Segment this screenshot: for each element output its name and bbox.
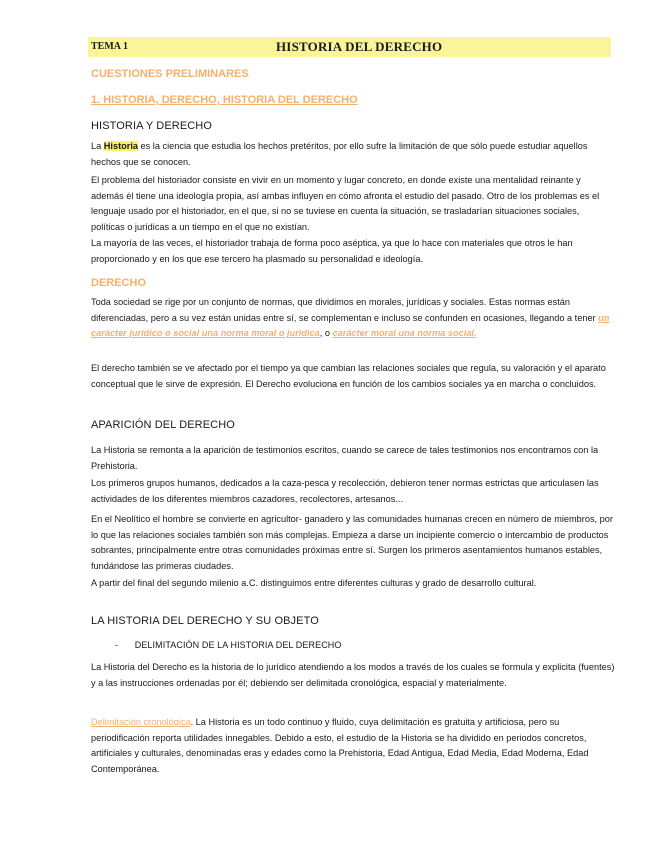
section-heading-main: CUESTIONES PRELIMINARES — [91, 68, 249, 80]
p4-pre: Toda sociedad se rige por un conjunto de normas, que dividimos en morales, jurídicas y sociales. Estas normas están diferenciadas, pero a su vez están unidas entre sí, se complementan e incluso se confunden en ocasiones, llegando a tener — [91, 297, 599, 323]
paragraph-primeros-grupos — [91, 476, 615, 507]
p9-text: A partir del final del segundo milenio a.C. distinguimos entre diferentes culturas y grado de desarrollo cultural. — [91, 578, 537, 588]
heading-historia-derecho: HISTORIA Y DERECHO — [91, 120, 213, 132]
paragraph-historiador-materiales — [91, 236, 615, 267]
p1-pre: La — [91, 141, 104, 151]
p11-post: . La Historia es un todo continuo y fluido, cuya delimitación es gratuita y artificiosa, pero su periodificación reporta utilidades innegables. Debido a esto, el estudio de la Historia se ha dividido en periodos concretos, artificiales y culturales, denominadas eras y edades como la Prehistoria, Edad Antigua, Edad Media, Edad Moderna, Edad Contemporánea. — [91, 717, 589, 774]
p8-text: En el Neolítico el hombre se convierte en agricultor- ganadero y las comunidades humanas crecen en número de miembros, por lo que las relaciones sociales también son más complejas. Empieza a darse un incipiente comercio o intercambio de productos sobrantes, principalmente entre otras comunidades próximas entre sí. Surgen los primeros asentamientos humanos estables, fundándose las primeras ciudades. — [91, 514, 613, 571]
heading-aparicion: APARICIÓN DEL DERECHO — [91, 419, 235, 431]
historia-highlight: Historia — [103, 141, 138, 151]
paragraph-historiador-problema — [91, 173, 615, 235]
paragraph-prehistoria — [91, 443, 615, 474]
p10-text: La Historia del Derecho es la historia de lo jurídico atendiendo a los modos a través de los cuales se formula y explicita (fuentes) y a las instrucciones ordenadas por él; debiendo ser delimitada cronológica, espacial y materialmente. — [91, 662, 615, 688]
dash-list-item — [115, 640, 639, 650]
link-delimitacion-cronologica[interactable]: Delimitación cronológica — [91, 717, 191, 727]
p7-text: Los primeros grupos humanos, dedicados a la caza-pesca y recolección, debieron tener normas estrictas que articulasen las actividades de los diferentes miembros cazadores, recolectores, artesanos... — [91, 478, 599, 504]
dash-label: DELIMITACIÓN DE LA HISTORIA DEL DERECHO — [134, 640, 342, 650]
link-caracter-juridico[interactable]: un carácter jurídico o social una norma moral o jurídica — [91, 312, 610, 339]
link-caracter-moral[interactable]: carácter moral una norma social. — [332, 328, 477, 339]
paragraph-historia-derecho-def — [91, 660, 615, 691]
heading-historia-objeto: LA HISTORIA DEL DERECHO Y SU OBJETO — [91, 615, 319, 627]
paragraph-historia-def — [91, 139, 615, 170]
p3-text: La mayoría de las veces, el historiador trabaja de forma poco aséptica, ya que lo hace con materiales que otros le han proporcionado y en los que ese tercero ha plasmado su personalidad e ideología. — [91, 238, 573, 264]
tema-label: TEMA 1 — [91, 41, 128, 52]
dash-bullet: - — [115, 640, 119, 650]
section-heading-1: 1. HISTORIA, DERECHO, HISTORIA DEL DERECHO — [91, 94, 358, 106]
paragraph-neolitico — [91, 512, 615, 574]
p1-post: es la ciencia que estudia los hechos pretéritos, por ello sufre la limitación de que sólo puede estudiar aquellos hechos que se conocen. — [91, 141, 588, 167]
paragraph-derecho-tiempo — [91, 361, 615, 392]
paragraph-delimitacion-cronologica — [91, 715, 615, 777]
p5-text: El derecho también se ve afectado por el tiempo ya que cambian las relaciones sociales que regula, su valoración y el aparato conceptual que le sirve de expresión. El Derecho evoluciona en función de los cambios sociales ya en marcha o concluidos. — [91, 363, 606, 389]
p4-mid: , o — [319, 328, 333, 339]
paragraph-segundo-milenio — [91, 576, 615, 592]
p2-text: El problema del historiador consiste en vivir en un momento y lugar concreto, en donde existe una mentalidad reinante y además él tiene una ideología propia, así ambas influyen en cómo afronta el estudio del pasado. Otro de los problemas es el lenguaje usado por el historiador, en el que, si no se tuviese en cuenta la situación, se trasladarían situaciones sociales, políticas o jurídicas a un tiempo en el que no existían. — [91, 175, 600, 232]
heading-derecho: DERECHO — [91, 277, 147, 289]
document-title: HISTORIA DEL DERECHO — [276, 39, 443, 54]
p6-text: La Historia se remonta a la aparición de testimonios escritos, cuando se carece de tales testimonios nos encontramos con la Prehistoria. — [91, 445, 599, 471]
paragraph-normas — [91, 295, 615, 342]
